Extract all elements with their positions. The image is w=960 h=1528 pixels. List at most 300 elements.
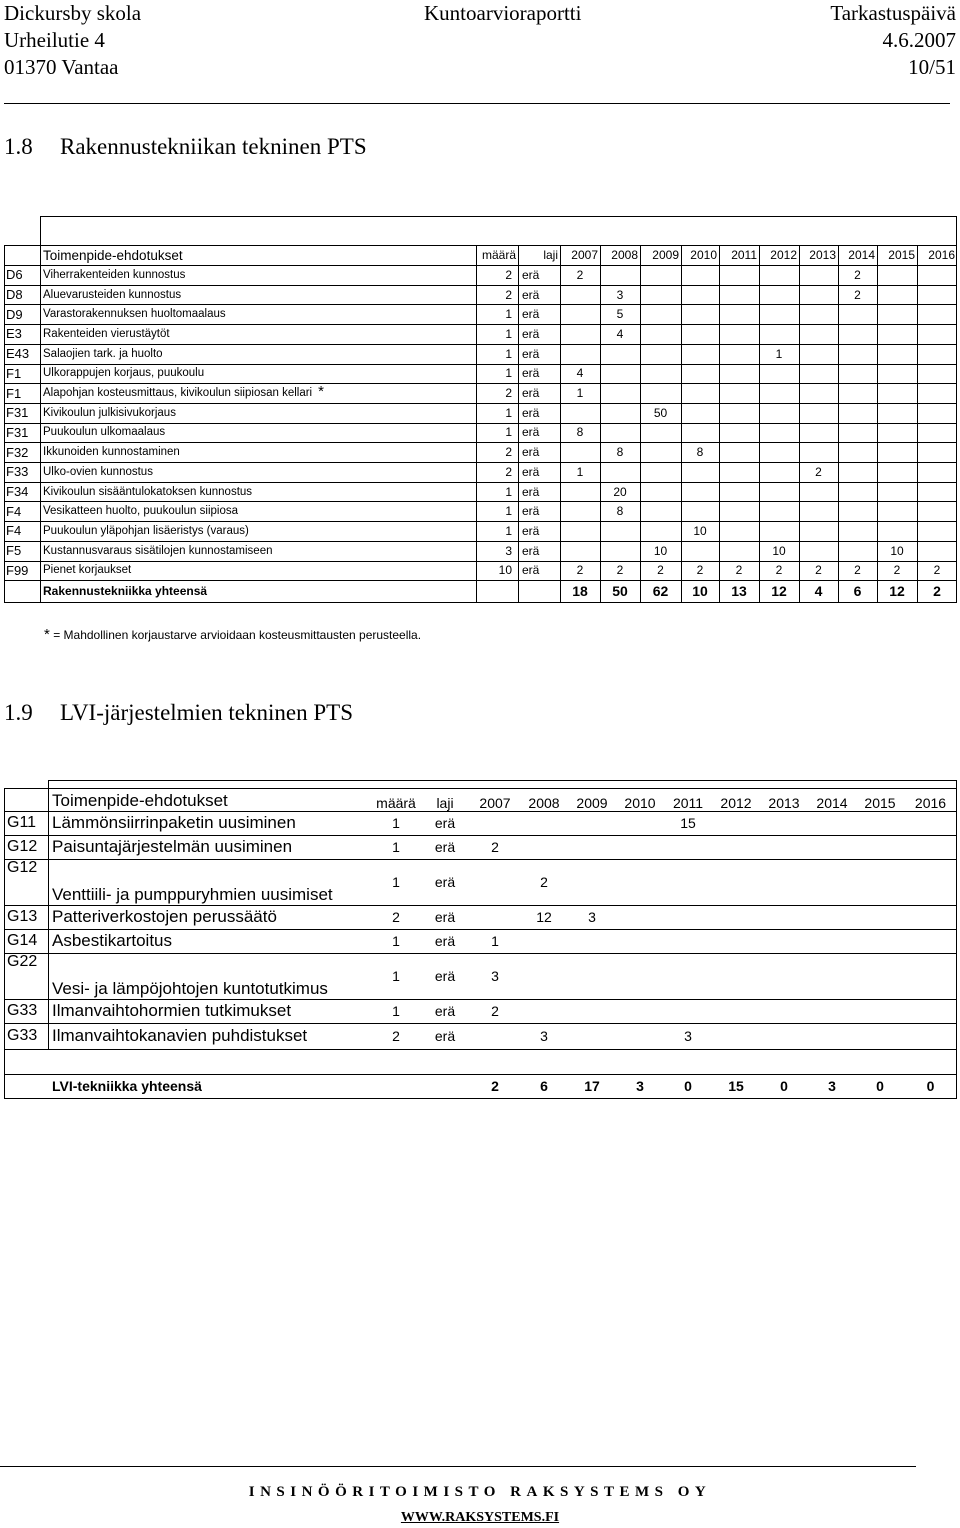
row-description-text: Kivikoulun julkisivukorjaus <box>43 406 176 419</box>
lvi-row-code <box>4 999 48 1023</box>
row-year-2012 <box>759 265 799 285</box>
row-code-text: E43 <box>6 346 30 362</box>
lvi-row-description-text: Paisuntajärjestelmän uusiminen <box>52 837 293 856</box>
row-year-2009 <box>640 304 681 324</box>
row-quantity-text: 1 <box>505 523 512 538</box>
lvi-row-unit-text: erä <box>434 968 456 984</box>
row-quantity-text: 1 <box>505 504 512 519</box>
lvi-row-code <box>4 905 48 929</box>
row-year-2008-text: 8 <box>616 504 624 519</box>
total-2016 <box>917 580 957 602</box>
row-unit <box>518 265 560 285</box>
row-description <box>40 383 476 403</box>
lvi-row-year-2012 <box>712 835 760 859</box>
row-year-2016 <box>917 521 957 541</box>
lvi-row-year-2014 <box>808 1023 856 1049</box>
row-description-text: Alapohjan kosteusmittaus, kivikoulun siipiosan kellari <box>43 387 313 400</box>
col-header-2007-text: 2007 <box>571 248 598 262</box>
row-code <box>4 265 40 285</box>
row-quantity <box>476 442 518 462</box>
row-year-2011-text: 2 <box>735 563 743 578</box>
lvi-row-code <box>4 859 48 905</box>
row-quantity-text: 1 <box>505 326 512 341</box>
lvi-row-unit-text: erä <box>434 815 456 831</box>
col-header-lvi-laji-text: laji <box>436 795 454 811</box>
row-year-2010 <box>681 344 719 364</box>
lvi-row-code-text: G22 <box>7 953 38 970</box>
row-year-2012 <box>759 285 799 305</box>
row-year-2009 <box>640 265 681 285</box>
row-year-2010 <box>681 403 719 423</box>
row-code <box>4 403 40 423</box>
row-year-2015 <box>877 482 917 502</box>
row-year-2011 <box>719 403 759 423</box>
row-year-2014-text: 2 <box>854 563 861 578</box>
row-year-2014 <box>838 403 877 423</box>
row-quantity <box>476 344 518 364</box>
row-code-text: E3 <box>6 326 22 342</box>
lvi-row-description <box>48 835 372 859</box>
lvi-total-2010-text: 3 <box>636 1078 644 1094</box>
lvi-row-quantity-text: 1 <box>392 968 400 984</box>
row-year-2007 <box>560 442 600 462</box>
row-year-2013 <box>799 364 838 384</box>
lvi-row-code-text: G13 <box>7 908 38 925</box>
total-2015-text: 12 <box>889 583 905 600</box>
lvi-row-code-text: G11 <box>7 814 37 831</box>
row-year-2015 <box>877 462 917 482</box>
row-year-2008 <box>600 304 640 324</box>
row-year-2014 <box>838 383 877 403</box>
lvi-total-2016 <box>904 1074 957 1098</box>
lvi-row-quantity-text: 2 <box>392 909 400 925</box>
row-description <box>40 304 476 324</box>
row-year-2007 <box>560 541 600 561</box>
lvi-row-code <box>4 1023 48 1049</box>
lvi-row-quantity-text: 1 <box>392 1003 400 1019</box>
row-year-2014 <box>838 423 877 443</box>
footer-website-link[interactable]: WWW.RAKSYSTEMS.FI <box>400 1510 560 1525</box>
row-year-2007-text: 4 <box>576 366 584 381</box>
row-year-2007 <box>560 304 600 324</box>
row-unit <box>518 423 560 443</box>
lvi-row-quantity <box>372 999 420 1023</box>
col-header-lvi-määrä <box>372 788 420 811</box>
row-year-2008 <box>600 285 640 305</box>
lvi-total-2015 <box>856 1074 904 1098</box>
row-year-2014 <box>838 521 877 541</box>
lvi-row-year-2013 <box>760 905 808 929</box>
row-year-2012 <box>759 324 799 344</box>
row-year-2012-text: 2 <box>775 563 783 578</box>
row-year-2008 <box>600 265 640 285</box>
row-year-2010 <box>681 324 719 344</box>
row-year-2013 <box>799 442 838 462</box>
col-header-2011 <box>719 245 759 265</box>
row-year-2011 <box>719 541 759 561</box>
row-description <box>40 324 476 344</box>
row-year-2013 <box>799 541 838 561</box>
row-year-2008-text: 2 <box>616 563 624 578</box>
lvi-row-year-2013 <box>760 1023 808 1049</box>
col-header-lvi-määrä-text: määrä <box>376 795 416 811</box>
row-unit-text: erä <box>522 267 540 282</box>
row-year-2007 <box>560 462 600 482</box>
row-year-2011 <box>719 442 759 462</box>
row-year-2007-text: 1 <box>576 386 584 401</box>
lvi-row-description <box>48 811 372 835</box>
lvi-row-year-2011 <box>664 953 712 999</box>
row-year-2015 <box>877 265 917 285</box>
col-header-2014-text: 2014 <box>848 248 875 262</box>
row-year-2007 <box>560 285 600 305</box>
lvi-row-year-2009 <box>568 859 616 905</box>
lvi-total-2014-text: 3 <box>828 1078 836 1094</box>
row-description-text: Rakenteiden vierustäytöt <box>43 327 170 340</box>
row-description <box>40 285 476 305</box>
row-year-2008 <box>600 521 640 541</box>
row-unit <box>518 442 560 462</box>
lvi-total-2013 <box>760 1074 808 1098</box>
col-header-lvi-2013-text: 2013 <box>768 795 800 811</box>
row-year-2010 <box>681 364 719 384</box>
col-header-lvi-2016-text: 2016 <box>914 795 947 811</box>
col-header-lvi-2012-text: 2012 <box>720 795 752 811</box>
row-year-2007 <box>560 265 600 285</box>
row-year-2016 <box>917 324 957 344</box>
total-2011 <box>719 580 759 602</box>
lvi-row-year-2012 <box>712 999 760 1023</box>
row-quantity-text: 1 <box>505 405 512 420</box>
row-code <box>4 462 40 482</box>
lvi-row-description <box>48 1023 372 1049</box>
lvi-row-code <box>4 953 48 999</box>
lvi-total-2013-text: 0 <box>780 1078 788 1094</box>
row-year-2008 <box>600 482 640 502</box>
row-code <box>4 561 40 581</box>
lvi-row-year-2009 <box>568 811 616 835</box>
lvi-row-year-2011 <box>664 859 712 905</box>
lvi-row-year-2015 <box>856 835 904 859</box>
lvi-row-description-text: Vesi- ja lämpöjohtojen kuntotutkimus <box>52 979 328 998</box>
row-year-2012 <box>759 561 799 581</box>
row-description <box>40 442 476 462</box>
row-year-2008-text: 3 <box>616 287 624 302</box>
lvi-total-2008 <box>520 1074 568 1098</box>
lvi-row-unit <box>420 811 470 835</box>
row-year-2010 <box>681 442 719 462</box>
school-name: Dickursby skola <box>4 1 142 25</box>
row-year-2007 <box>560 561 600 581</box>
row-year-2008 <box>600 561 640 581</box>
row-year-2012 <box>759 403 799 423</box>
col-header-2013-text: 2013 <box>809 248 836 262</box>
row-year-2015 <box>877 561 917 581</box>
lvi-row-year-2013 <box>760 859 808 905</box>
row-year-2016 <box>917 364 957 384</box>
grid-line <box>4 602 957 603</box>
row-year-2007 <box>560 521 600 541</box>
lvi-row-year-2007-text: 1 <box>491 933 499 949</box>
row-year-2007 <box>560 383 600 403</box>
row-quantity <box>476 265 518 285</box>
row-description <box>40 403 476 423</box>
total-2014-text: 6 <box>853 583 862 600</box>
lvi-row-year-2008-text: 12 <box>536 909 552 925</box>
row-year-2009 <box>640 482 681 502</box>
row-year-2010 <box>681 521 719 541</box>
row-quantity-text: 2 <box>505 464 512 479</box>
row-description-text: Ikkunoiden kunnostaminen <box>43 446 180 459</box>
lvi-row-year-2007 <box>470 811 520 835</box>
lvi-row-year-2007 <box>470 859 520 905</box>
lvi-row-year-2012 <box>712 811 760 835</box>
col-header-lvi-2008 <box>520 788 568 811</box>
col-header-lvi-2010-text: 2010 <box>624 795 656 811</box>
total-2012 <box>759 580 799 602</box>
lvi-row-year-2016 <box>904 859 957 905</box>
lvi-row-year-2011 <box>664 905 712 929</box>
row-code <box>4 304 40 324</box>
lvi-total-label <box>48 1074 372 1098</box>
row-year-2011 <box>719 324 759 344</box>
row-description <box>40 501 476 521</box>
total-2014 <box>838 580 877 602</box>
row-year-2009 <box>640 403 681 423</box>
total-2015 <box>877 580 917 602</box>
col-header-2012-text: 2012 <box>770 248 797 262</box>
lvi-row-year-2011 <box>664 1023 712 1049</box>
lvi-row-year-2010 <box>616 835 664 859</box>
col-header-lvi-2007 <box>470 788 520 811</box>
row-year-2009 <box>640 344 681 364</box>
row-year-2008 <box>600 501 640 521</box>
lvi-row-year-2012 <box>712 929 760 953</box>
row-description-text: Vesikatteen huolto, puukoulun siipiosa <box>43 505 239 518</box>
row-quantity <box>476 403 518 423</box>
row-quantity <box>476 324 518 344</box>
col-header-lvi-2012 <box>712 788 760 811</box>
lvi-total-label-text: LVI-tekniikka yhteensä <box>52 1078 202 1094</box>
row-unit <box>518 344 560 364</box>
row-year-2007 <box>560 344 600 364</box>
col-header-lvi-2008-text: 2008 <box>528 795 560 811</box>
lvi-row-year-2011 <box>664 929 712 953</box>
row-year-2012 <box>759 501 799 521</box>
row-year-2015 <box>877 364 917 384</box>
row-description <box>40 521 476 541</box>
row-year-2015 <box>877 344 917 364</box>
lvi-row-unit-text: erä <box>434 1028 456 1044</box>
row-unit <box>518 285 560 305</box>
row-year-2011 <box>719 521 759 541</box>
lvi-row-year-2015 <box>856 905 904 929</box>
lvi-row-year-2009 <box>568 835 616 859</box>
col-header-lvi-2009-text: 2009 <box>576 795 608 811</box>
lvi-total-2012-text: 15 <box>728 1078 744 1094</box>
lvi-row-year-2016 <box>904 929 957 953</box>
row-year-2012 <box>759 442 799 462</box>
row-description <box>40 462 476 482</box>
col-header-lvi-2015-text: 2015 <box>864 795 896 811</box>
row-year-2015 <box>877 501 917 521</box>
row-code-text: F34 <box>6 484 29 500</box>
col-header-lvi-2009 <box>568 788 616 811</box>
row-unit-text: erä <box>522 346 540 361</box>
grid-line <box>4 1098 957 1099</box>
row-year-2009 <box>640 364 681 384</box>
section-1-8-heading: Rakennustekniikan tekninen PTS <box>60 134 367 159</box>
lvi-row-description-text: Patteriverkostojen perussäätö <box>52 907 277 926</box>
row-year-2011 <box>719 561 759 581</box>
lvi-row-year-2008-text: 2 <box>540 874 548 890</box>
row-year-2014-text: 2 <box>854 267 861 282</box>
row-year-2011 <box>719 364 759 384</box>
footnote-text: = Mahdollinen korjaustarve arvioidaan kosteusmittausten perusteella. <box>53 628 422 642</box>
total-2007-text: 18 <box>572 583 588 600</box>
row-year-2011 <box>719 482 759 502</box>
row-year-2010 <box>681 482 719 502</box>
asterisk-mark: * <box>318 383 324 401</box>
row-code-text: F5 <box>6 543 22 559</box>
row-year-2014 <box>838 265 877 285</box>
row-year-2012 <box>759 521 799 541</box>
row-unit-text: erä <box>522 366 540 381</box>
row-code-text: F1 <box>6 365 22 381</box>
row-unit <box>518 304 560 324</box>
row-year-2010 <box>681 462 719 482</box>
section-1-8-title <box>4 134 367 160</box>
lvi-row-quantity-text: 1 <box>392 839 400 855</box>
lvi-row-year-2008 <box>520 835 568 859</box>
lvi-total-2016-text: 0 <box>926 1078 935 1094</box>
row-year-2015 <box>877 541 917 561</box>
lvi-row-description-text: Ilmanvaihtohormien tutkimukset <box>52 1001 292 1020</box>
row-quantity <box>476 482 518 502</box>
row-year-2015-text: 10 <box>890 543 904 558</box>
lvi-total-2015-text: 0 <box>876 1078 884 1094</box>
row-year-2007-text: 8 <box>576 425 584 440</box>
row-year-2013 <box>799 265 838 285</box>
row-unit-text: erä <box>522 405 540 420</box>
row-quantity-text: 1 <box>505 425 512 440</box>
row-year-2010-text: 10 <box>693 523 707 538</box>
row-year-2014 <box>838 285 877 305</box>
lvi-row-description <box>48 905 372 929</box>
row-unit-text: erä <box>522 287 540 302</box>
row-year-2008 <box>600 442 640 462</box>
row-code <box>4 442 40 462</box>
row-unit <box>518 364 560 384</box>
row-year-2016 <box>917 265 957 285</box>
col-header-2008 <box>600 245 640 265</box>
col-header-lvi-laji <box>420 788 470 811</box>
street-address: Urheilutie 4 <box>4 28 105 52</box>
lvi-row-unit <box>420 859 470 905</box>
footnote <box>44 626 421 643</box>
row-year-2008-text: 4 <box>616 326 624 341</box>
row-year-2014 <box>838 501 877 521</box>
col-header-lvi-2015 <box>856 788 904 811</box>
row-year-2015 <box>877 521 917 541</box>
lvi-row-year-2009 <box>568 999 616 1023</box>
col-header-toimenpide <box>40 245 476 265</box>
row-quantity-text: 2 <box>505 386 512 401</box>
row-year-2012 <box>759 344 799 364</box>
row-year-2008 <box>600 423 640 443</box>
row-unit-text: erä <box>522 386 540 401</box>
col-header-2010 <box>681 245 719 265</box>
row-year-2016 <box>917 541 957 561</box>
lvi-row-year-2010 <box>616 811 664 835</box>
lvi-row-year-2010 <box>616 999 664 1023</box>
lvi-row-code-text: G14 <box>7 932 38 949</box>
row-description-text: Ulkorappujen korjaus, puukoulu <box>43 367 205 380</box>
footer-divider <box>0 1466 916 1467</box>
row-year-2010 <box>681 423 719 443</box>
row-year-2014 <box>838 561 877 581</box>
lvi-row-year-2009 <box>568 905 616 929</box>
row-quantity <box>476 285 518 305</box>
col-header-määrä <box>476 245 518 265</box>
row-code <box>4 285 40 305</box>
row-year-2014 <box>838 442 877 462</box>
row-year-2012 <box>759 364 799 384</box>
row-year-2008-text: 20 <box>613 484 627 499</box>
lvi-row-year-2015 <box>856 1023 904 1049</box>
col-header-2012 <box>759 245 799 265</box>
lvi-row-quantity <box>372 811 420 835</box>
total-2008 <box>600 580 640 602</box>
lvi-row-year-2007-text: 2 <box>491 839 499 855</box>
row-year-2010 <box>681 304 719 324</box>
row-code <box>4 501 40 521</box>
lvi-row-year-2012 <box>712 859 760 905</box>
lvi-row-unit-text: erä <box>434 933 456 949</box>
row-year-2016 <box>917 344 957 364</box>
row-year-2007-text: 2 <box>576 563 584 578</box>
header-divider <box>4 103 950 104</box>
col-header-toimenpide-lvi <box>48 788 372 811</box>
row-year-2009-text: 10 <box>653 543 668 558</box>
row-unit-text: erä <box>522 307 540 322</box>
lvi-row-quantity-text: 1 <box>392 815 400 831</box>
row-year-2016 <box>917 304 957 324</box>
row-description-text: Kustannusvaraus sisätilojen kunnostamiseen <box>43 544 273 557</box>
row-year-2008 <box>600 541 640 561</box>
lvi-row-year-2014 <box>808 905 856 929</box>
total-2009 <box>640 580 681 602</box>
section-1-8-number: 1.8 <box>4 134 33 159</box>
lvi-row-year-2013 <box>760 953 808 999</box>
lvi-row-description <box>48 999 372 1023</box>
lvi-row-year-2007 <box>470 929 520 953</box>
row-description-text: Kivikoulun sisääntulokatoksen kunnostus <box>43 485 253 498</box>
row-code-text: F1 <box>6 385 22 401</box>
row-year-2011 <box>719 344 759 364</box>
row-year-2013 <box>799 462 838 482</box>
lvi-row-year-2010 <box>616 1023 664 1049</box>
lvi-row-year-2010 <box>616 905 664 929</box>
row-code-text: F33 <box>6 464 29 480</box>
lvi-row-description-text: Lämmönsiirrinpaketin uusiminen <box>52 813 296 832</box>
row-code <box>4 324 40 344</box>
row-code <box>4 383 40 403</box>
row-description <box>40 561 476 581</box>
row-unit <box>518 482 560 502</box>
postal-address: 01370 Vantaa <box>4 55 119 79</box>
row-year-2015 <box>877 324 917 344</box>
